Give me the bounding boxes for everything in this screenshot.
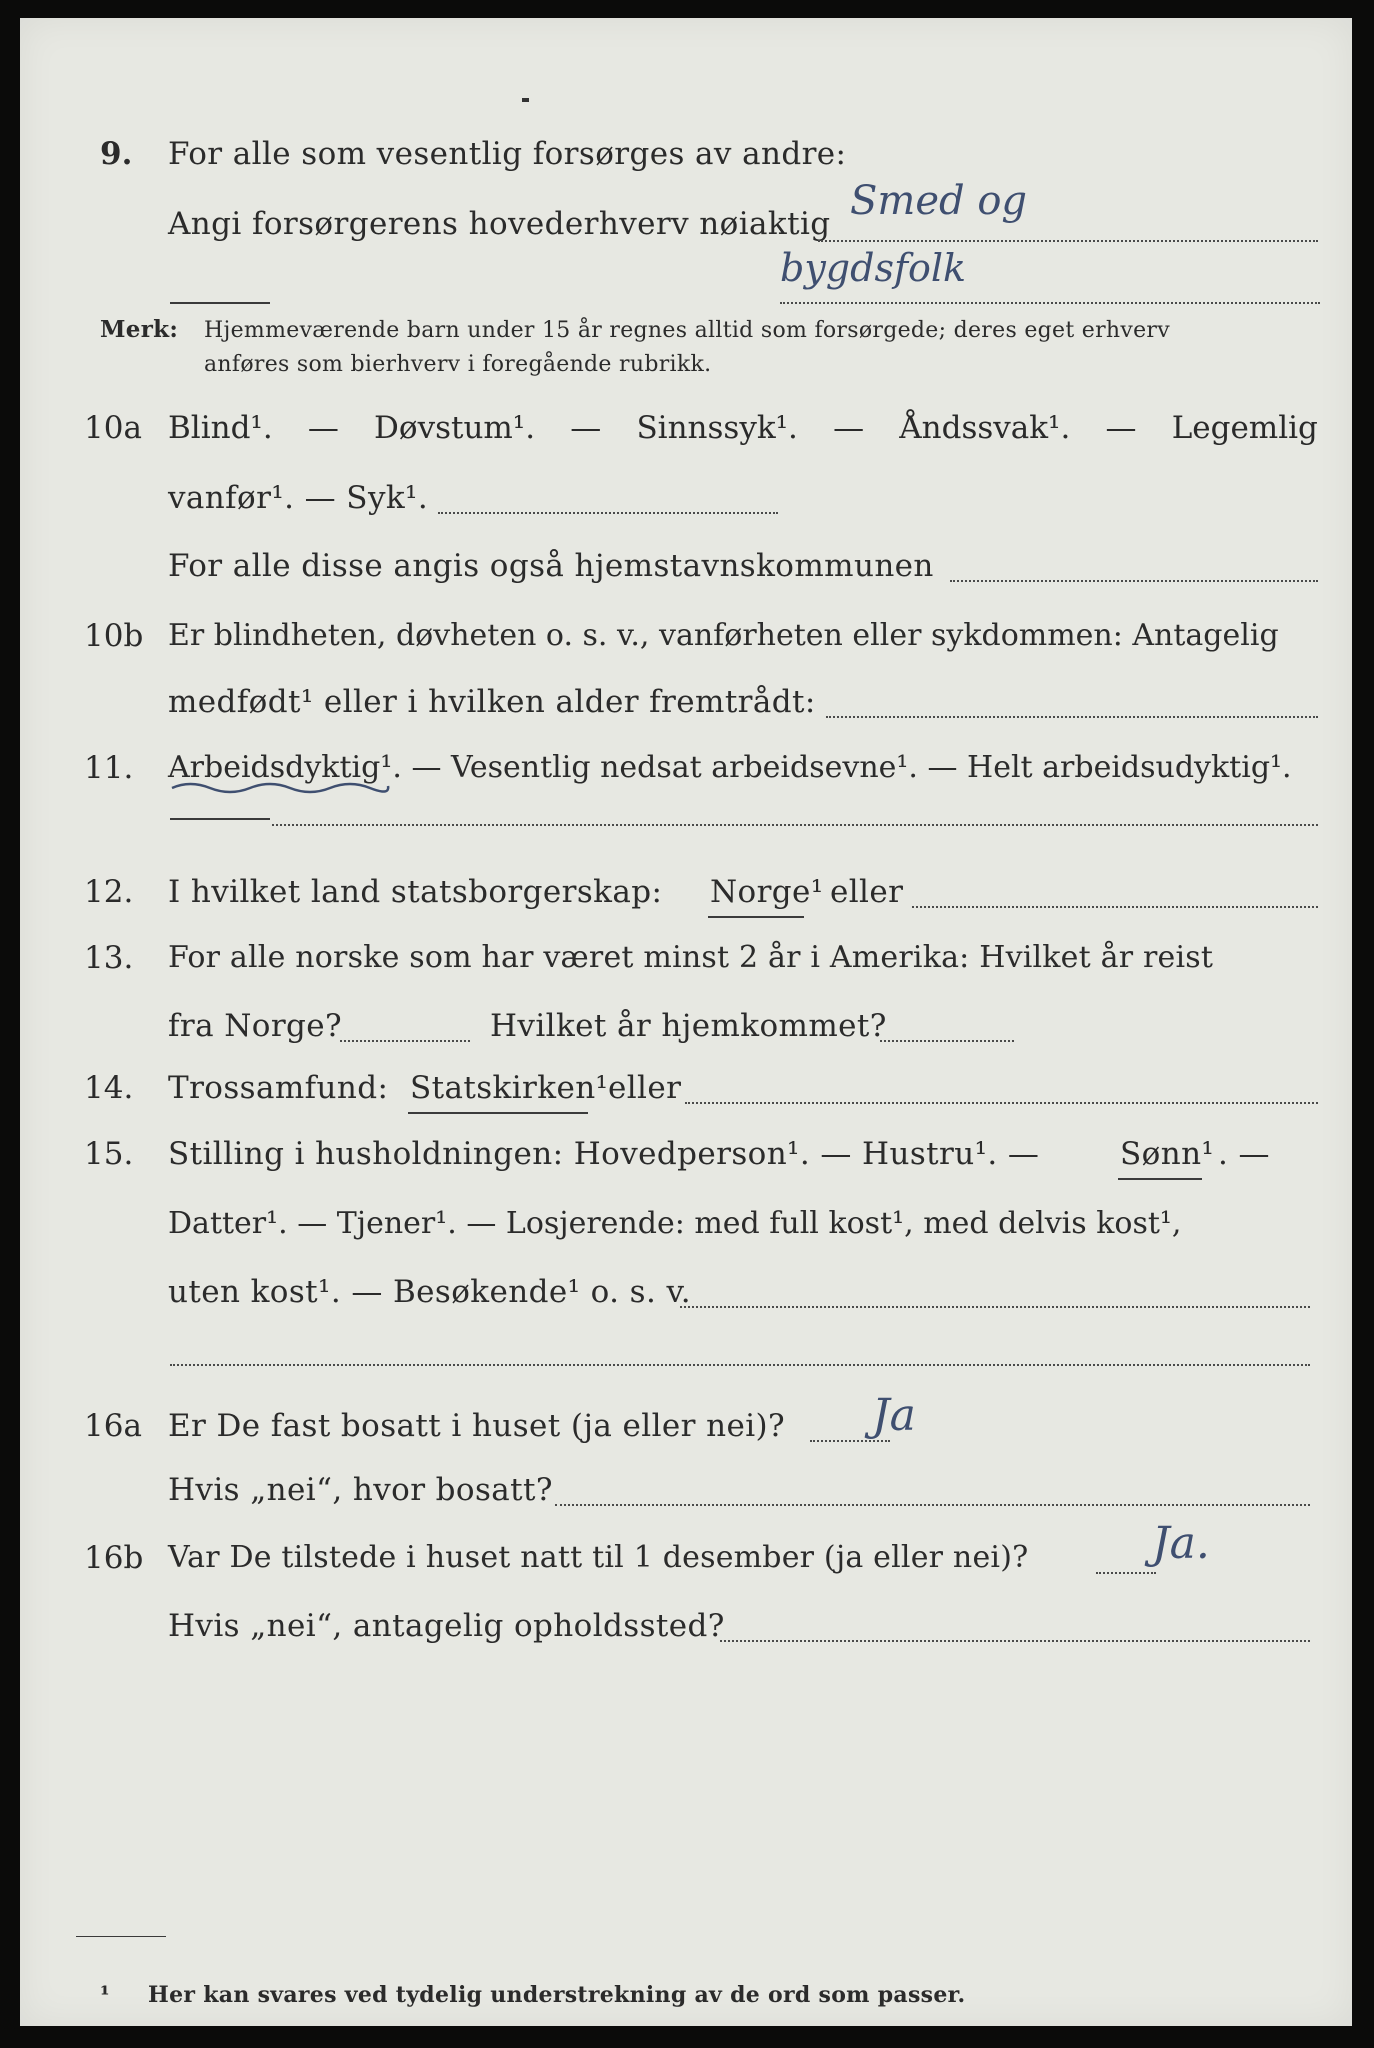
q14-suffix: eller — [608, 1070, 682, 1106]
q16a-handwritten-answer: Ja — [872, 1390, 916, 1441]
q10a-line2: vanfør¹. — Syk¹. — [168, 480, 429, 516]
q16b-number: 16b — [84, 1540, 144, 1576]
q15-line3: uten kost¹. — Besøkende¹ o. s. v. — [168, 1274, 691, 1310]
merk-label: Merk: — [100, 316, 179, 343]
q10a-dash: — — [833, 410, 865, 446]
q10a-number: 10a — [84, 410, 142, 446]
q16b-handwritten-answer: Ja. — [1152, 1518, 1210, 1569]
footnote-text: Her kan svares ved tydelig understrekning av de ord som passer. — [148, 1982, 966, 2008]
q11-line1: Arbeidsdyktig¹. — Vesentlig nedsat arbeidsevne¹. — Helt arbeidsudyktig¹. — [168, 750, 1292, 785]
merk-line2: anføres som bierhverv i foregående rubrikk. — [204, 352, 712, 377]
q10a-option-sinnssyk: Sinnssyk¹. — [636, 410, 798, 446]
q11-answer-line-short — [170, 818, 270, 820]
q13-line1: For alle norske som har været minst 2 år i Amerika: Hvilket år reist — [168, 940, 1214, 975]
merk-line1: Hjemmeværende barn under 15 år regnes alltid som forsørgede; deres eget erhverv — [204, 318, 1170, 343]
q9-answer-line2 — [780, 302, 1320, 304]
q10a-line3: For alle disse angis også hjemstavnskommunen — [168, 548, 934, 584]
census-form-page — [20, 18, 1352, 2026]
q10b-line1: Er blindheten, døvheten o. s. v., vanførheten eller sykdommen: Antagelig — [168, 618, 1279, 653]
q14-fill — [685, 1102, 1318, 1104]
q9-handwritten-answer2: bygdsfolk — [780, 246, 967, 290]
q12-suffix: eller — [830, 874, 904, 910]
q9-handwritten-answer1: Smed og — [850, 178, 1028, 224]
q10a-option-legemlig: Legemlig — [1171, 410, 1318, 446]
q11-answer-line — [272, 824, 1318, 826]
q15-extra-line — [170, 1364, 1310, 1366]
q15-line1a: Stilling i husholdningen: Hovedperson¹. — Hustru¹. — — [168, 1136, 1040, 1172]
q15-line1c: . — — [1218, 1136, 1270, 1172]
q13-hjemkommet-fill — [880, 1040, 1014, 1042]
q10b-line2-fill — [826, 716, 1318, 718]
q14-option-statskirken: Statskirken¹ — [410, 1070, 609, 1106]
q15-number: 15. — [84, 1136, 134, 1172]
q10a-line3-fill — [950, 580, 1318, 582]
q13-reist-fill — [340, 1040, 470, 1042]
q11-handwritten-underline — [170, 778, 390, 798]
q13-line2a: fra Norge? — [168, 1008, 343, 1044]
q13-line2b: Hvilket år hjemkommet? — [490, 1008, 887, 1044]
q16a-line2: Hvis „nei“, hvor bosatt? — [168, 1472, 553, 1508]
q10a-dash: — — [570, 410, 602, 446]
q10b-line2: medfødt¹ eller i hvilken alder fremtrådt: — [168, 684, 816, 720]
q16b-answer-fill — [1096, 1572, 1156, 1574]
q16b-line1: Var De tilstede i huset natt til 1 desember (ja eller nei)? — [168, 1540, 1029, 1575]
q16a-number: 16a — [84, 1408, 142, 1444]
q15-line2: Datter¹. — Tjener¹. — Losjerende: med full kost¹, med delvis kost¹, — [168, 1206, 1182, 1241]
q12-number: 12. — [84, 874, 134, 910]
q9-number: 9. — [100, 136, 133, 172]
q14-line1: Trossamfund: — [168, 1070, 389, 1106]
q10a-dash: — — [1105, 410, 1137, 446]
q14-number: 14. — [84, 1070, 134, 1106]
q9-line2: Angi forsørgerens hovederhverv nøiaktig — [168, 206, 831, 242]
q9-answer-line1 — [818, 240, 1318, 242]
q10a-line2-fill — [438, 512, 778, 514]
q12-norge-underline — [708, 916, 804, 918]
q14-statskirken-underline — [408, 1112, 588, 1114]
q9-line1: For alle som vesentlig forsørges av andre: — [168, 136, 847, 172]
q11-number: 11. — [84, 750, 134, 786]
q12-option-norge: Norge¹ — [710, 874, 824, 910]
q16a-line2-fill — [555, 1504, 1310, 1506]
q13-number: 13. — [84, 940, 134, 976]
q10a-dash: — — [307, 410, 339, 446]
q10b-number: 10b — [84, 618, 144, 654]
q15-line3-fill — [680, 1306, 1310, 1308]
q15-sonn-underline — [1118, 1178, 1202, 1180]
q10a-option-andssvak: Åndssvak¹. — [899, 410, 1071, 446]
ink-dot — [522, 98, 529, 102]
q12-fill — [912, 906, 1318, 908]
q9-answer-line2-short — [170, 302, 270, 304]
q16a-line1: Er De fast bosatt i huset (ja eller nei)? — [168, 1408, 786, 1444]
q15-option-sonn: Sønn¹ — [1120, 1136, 1215, 1172]
footnote-mark: ¹ — [100, 1982, 110, 2008]
q16b-line2-fill — [720, 1640, 1310, 1642]
q10a-option-blind: Blind¹. — [168, 410, 273, 446]
q10a-line1 — [168, 410, 1318, 446]
q10a-option-dovstum: Døvstum¹. — [374, 410, 536, 446]
q12-line1: I hvilket land statsborgerskap: — [168, 874, 663, 910]
q16b-line2: Hvis „nei“, antagelig opholdssted? — [168, 1608, 725, 1644]
footnote-rule — [76, 1936, 166, 1937]
